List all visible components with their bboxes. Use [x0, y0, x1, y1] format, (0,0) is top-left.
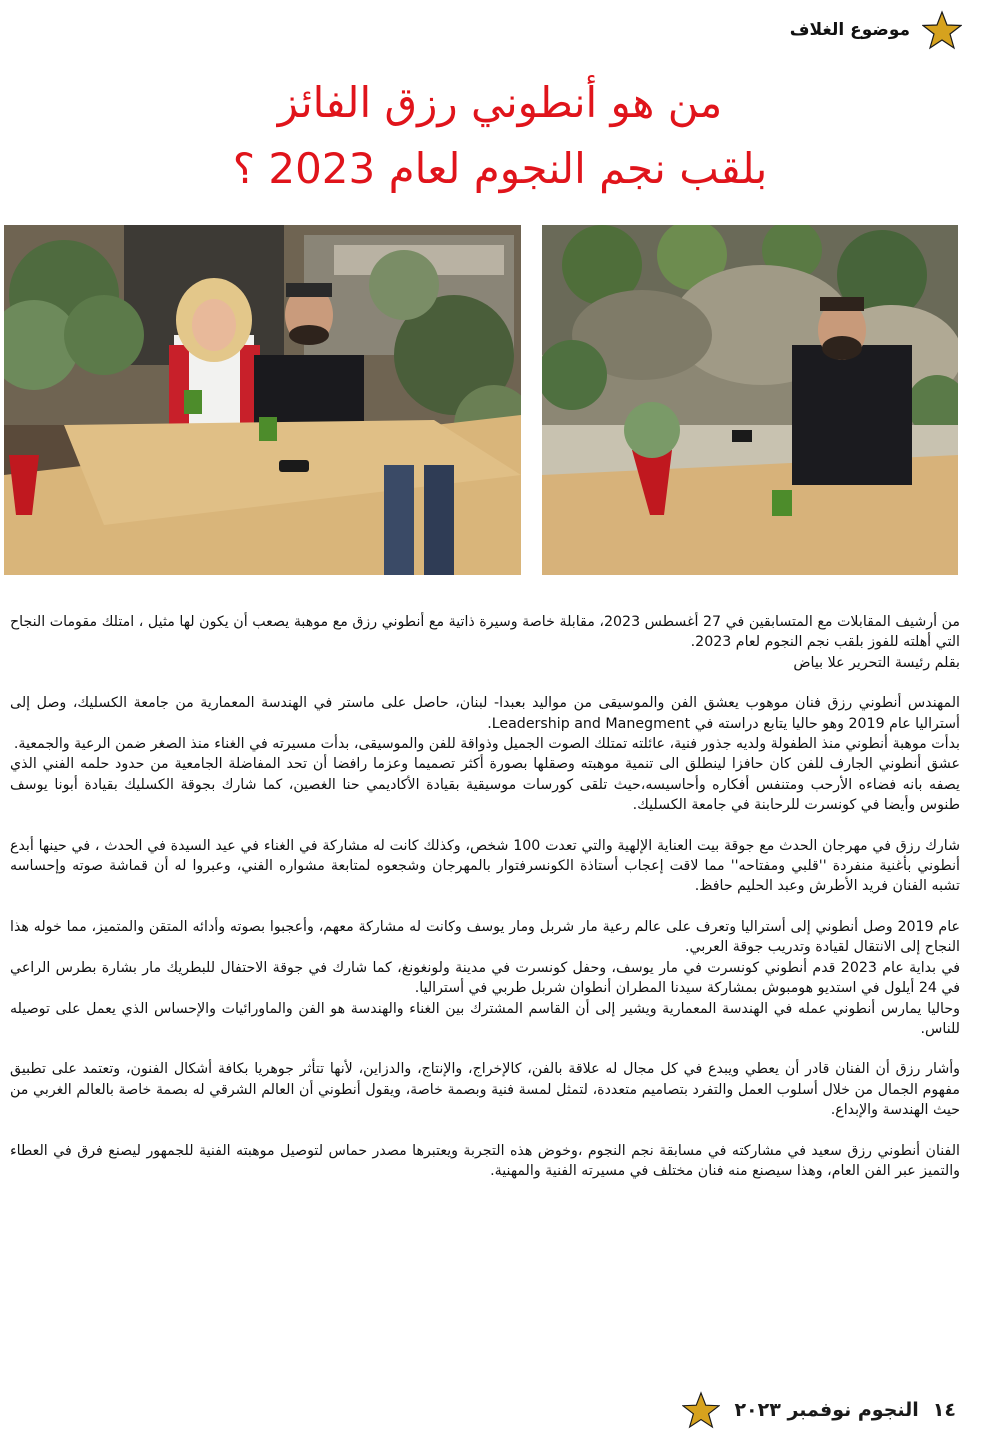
title-line-2: بلقب نجم النجوم لعام 2023 ؟ [232, 144, 768, 193]
bio-paragraph-2: بدأت موهبة أنطوني منذ الطفولة ولديه جذور فنية، عائلته تمتلك الصوت الجميل وذواقة للفن والموسيقى، بدأت مسيرته في الغناء منذ الصغر ضمن الرعية والجمعية. [13, 736, 960, 753]
title-line-1: من هو أنطوني رزق الفائز [277, 78, 723, 127]
philosophy-paragraph: وأشار رزق أن الفنان قادر أن يعطي ويبدع في كل مجال له علاقة بالفن، كالإخراج، والإنتاج، والدزاين، لأنها تتأثر جوهريا بكافة أشكال الفنون، وتعتمد على تطبيق مفهوم الجمال من خلال أسلوب العمل والتفرد بتصاميم متعددة، لتمثل لمسة فنية وبصمة خاصة، ويقول أنطوني أن العالم الشرقي له بصمة خاصة بالعالم الغربي من حيث الهندسة والإبداع. [10, 1061, 960, 1119]
bio-paragraph-1: المهندس أنطوني رزق فنان موهوب يعشق الفن والموسيقى من مواليد بعبدا- لبنان، حاصل على ماستر في الهندسة المعمارية من جامعة الكسليك، وصل إلى أستراليا عام 2019 وهو حاليا يتابع دراسته في Leadership and Manegment. [10, 695, 960, 732]
byline: بقلم رئيسة التحرير علا بياض [793, 654, 960, 671]
garden-phone-photo [542, 225, 958, 575]
australia-paragraph-2: في بداية عام 2023 قدم أنطوني كونسرت في مار يوسف، وحفل كونسرت في مدينة ولونغونغ، كما شارك في جوقة الاحتفال للبطريك مار بشارة بطرس الراعي في 24 أيلول في استديو هومبوش بمشاركة سيدنا المطران أنطوان شربل طربي في أستراليا. [10, 959, 960, 997]
issue-label: النجوم نوفمبر ٢٠٢٣ [734, 1399, 919, 1421]
star-icon [922, 10, 962, 50]
closing-paragraph: الفنان أنطوني رزق سعيد في مشاركته في مسابقة نجم النجوم ،وخوض هذه التجربة ويعتبرها مصدر حماس لتوصيل موهبته الفنية للجمهور ليصنع فرق في العطاء والتميز عبر الفن العام، وهذا سيصنع منه فنان مختلف في مسيرته الفنية والمهنية. [10, 1142, 960, 1179]
australia-paragraph-3: وحاليا يمارس أنطوني عمله في الهندسة المعمارية ويشير إلى أن القاسم المشترك بين الغناء والهندسة هو الفن والماورائيات والإحساس الذي يعمل على توصيله للناس. [10, 1000, 960, 1037]
australia-paragraph-1: عام 2019 وصل أنطوني إلى أستراليا وتعرف على عالم رعية مار شربل ومار يوسف وكانت له مشاركة معهم، وأعجبوا بصوته وأدائه المتقن والمتميز، مما خوله هذا النجاح إلى الانتقال لقيادة وتدريب جوقة العربي. [10, 918, 960, 956]
festival-paragraph: شارك رزق في مهرجان الحدث مع جوقة بيت العناية الإلهية والتي تعدت 100 شخص، وكذلك كانت له مشاركة في الغناء في عيد السيدة في الحدث ، في حينها أبدع أنطوني بأغنية منفردة ''قلبي ومفتاحه'' مما لاقت إعجاب أستاذة الكونسرفتوار بالمهرجان وشجعوه لمتابعة مشواره الفني، وعبروا له أن قماشة صوته وإحساسه تشبه الفنان فريد الأطرش وعبد الحليم حافظ. [10, 837, 960, 895]
page-title [0, 70, 1000, 202]
cafe-interview-photo [4, 225, 521, 575]
article-body [10, 612, 960, 1181]
section-header [790, 10, 962, 50]
star-icon [682, 1391, 720, 1429]
bio-paragraph-3: عشق أنطوني الجارف للفن كان حافزا لينطلق الى تنمية موهبته وصقلها بصورة أكثر تصميما وعزما رافضا أن تحد المفاضلة الجامعية من حدود حلمه الفني الذي يصفه بانه فضاءه الأرحب ومتنفس أفكاره وأحاسيسه،حيث تلقى كورسات موسيقية بقيادة الأكاديمي حنا الغصين، كما شارك بجوقة الكسليك بقيادة أبونا يوسف طنوس وأيضا في كونسرت للرحابنة في جامعة الكسليك. [10, 756, 960, 814]
intro-paragraph: من أرشيف المقابلات مع المتسابقين في 27 أغسطس 2023، مقابلة خاصة وسيرة ذاتية مع أنطوني رزق مع موهبة يصعب أن يكون لها مثيل ، امتلك مقومات النجاح التي أهلته للفوز بلقب نجم النجوم لعام 2023. [10, 614, 961, 651]
page-number: ١٤ [932, 1399, 956, 1421]
section-label: موضوع الغلاف [789, 20, 910, 40]
page-footer [682, 1391, 956, 1429]
